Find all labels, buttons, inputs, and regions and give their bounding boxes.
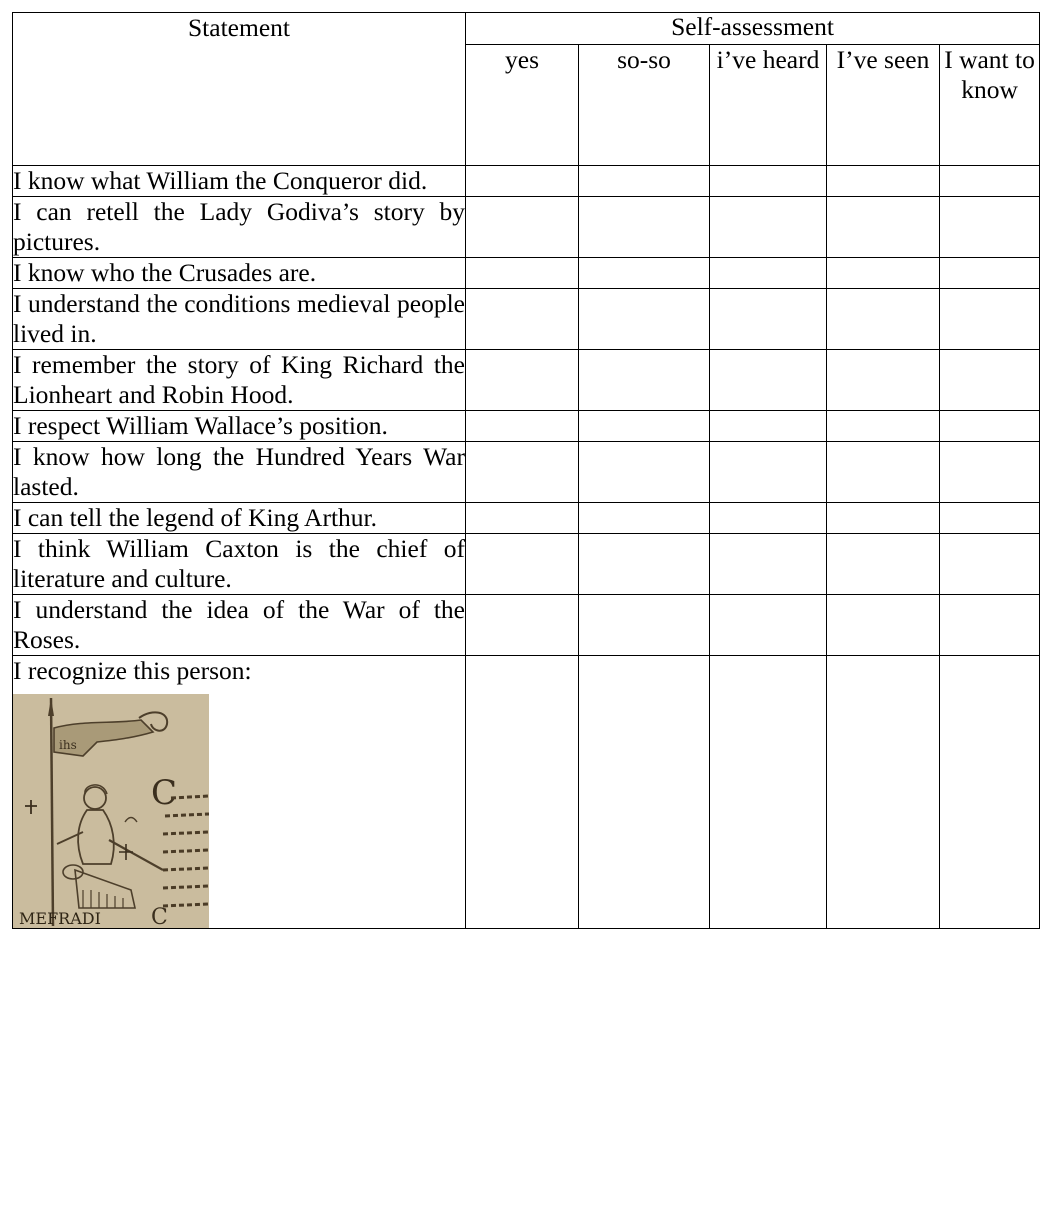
portrait-caption: MEFRADI [19, 909, 101, 928]
answer-cell[interactable] [827, 411, 940, 442]
answer-cell[interactable] [579, 503, 710, 534]
answer-cell[interactable] [940, 503, 1040, 534]
caption-initial-c: C [151, 905, 168, 928]
answer-cell[interactable] [579, 656, 710, 929]
statement-row [13, 595, 1040, 656]
answer-cell[interactable] [710, 258, 827, 289]
answer-cell[interactable] [710, 503, 827, 534]
statement-row [13, 289, 1040, 350]
answer-cell[interactable] [579, 197, 710, 258]
answer-cell[interactable] [710, 534, 827, 595]
answer-cell[interactable] [940, 289, 1040, 350]
answer-cell[interactable] [466, 258, 579, 289]
statement-row [13, 411, 1040, 442]
answer-cell[interactable] [579, 411, 710, 442]
answer-cell[interactable] [940, 442, 1040, 503]
column-header-so-so: so-so [579, 45, 710, 166]
statement-row-portrait [13, 656, 1040, 929]
answer-cell[interactable] [710, 197, 827, 258]
answer-cell[interactable] [827, 534, 940, 595]
statement-text: I can retell the Lady Godiva’s story by pictures. [13, 197, 465, 256]
statement-header: Statement [13, 13, 466, 166]
answer-cell[interactable] [710, 411, 827, 442]
answer-cell[interactable] [579, 534, 710, 595]
statement-text: I know who the Crusades are. [13, 258, 466, 289]
answer-cell[interactable] [710, 595, 827, 656]
answer-cell[interactable] [466, 503, 579, 534]
manuscript-portrait-image [13, 694, 209, 928]
column-header-want-to-know: I want to know [940, 45, 1040, 166]
answer-cell[interactable] [940, 411, 1040, 442]
answer-cell[interactable] [827, 350, 940, 411]
statement-text: I can tell the legend of King Arthur. [13, 503, 466, 534]
statement-text: I know how long the Hundred Years War lasted. [13, 442, 465, 501]
column-header-seen: I’ve seen [827, 45, 940, 166]
column-header-heard: i’ve heard [710, 45, 827, 166]
answer-cell[interactable] [940, 534, 1040, 595]
self-assessment-table [12, 12, 1040, 929]
answer-cell[interactable] [940, 595, 1040, 656]
statement-text: I respect William Wallace’s position. [13, 411, 466, 442]
answer-cell[interactable] [466, 166, 579, 197]
answer-cell[interactable] [466, 289, 579, 350]
answer-cell[interactable] [579, 442, 710, 503]
answer-cell[interactable] [466, 595, 579, 656]
statement-row [13, 503, 1040, 534]
answer-cell[interactable] [940, 350, 1040, 411]
answer-cell[interactable] [466, 197, 579, 258]
statement-cell [13, 656, 466, 929]
statement-row [13, 197, 1040, 258]
answer-cell[interactable] [827, 166, 940, 197]
answer-cell[interactable] [466, 442, 579, 503]
answer-cell[interactable] [827, 258, 940, 289]
answer-cell[interactable] [940, 258, 1040, 289]
answer-cell[interactable] [710, 166, 827, 197]
answer-cell[interactable] [827, 503, 940, 534]
answer-cell[interactable] [827, 289, 940, 350]
answer-cell[interactable] [579, 350, 710, 411]
statement-row [13, 258, 1040, 289]
answer-cell[interactable] [466, 534, 579, 595]
banner-text: ihs [59, 738, 77, 752]
statement-row [13, 534, 1040, 595]
answer-cell[interactable] [466, 350, 579, 411]
answer-cell[interactable] [579, 289, 710, 350]
answer-cell[interactable] [710, 442, 827, 503]
answer-cell[interactable] [579, 595, 710, 656]
statement-text: I think William Caxton is the chief of literature and culture. [13, 534, 465, 593]
statement-row [13, 350, 1040, 411]
statement-text: I understand the idea of the War of the Roses. [13, 595, 465, 654]
statement-text: I remember the story of King Richard the Lionheart and Robin Hood. [13, 350, 465, 409]
answer-cell[interactable] [710, 350, 827, 411]
answer-cell[interactable] [827, 442, 940, 503]
answer-cell[interactable] [710, 289, 827, 350]
answer-cell[interactable] [466, 656, 579, 929]
column-header-yes: yes [466, 45, 579, 166]
initial-c: C [151, 773, 178, 813]
answer-cell[interactable] [940, 166, 1040, 197]
answer-cell[interactable] [710, 656, 827, 929]
statement-text: I recognize this person: [13, 656, 252, 685]
statement-text: I understand the conditions medieval people lived in. [13, 289, 465, 348]
answer-cell[interactable] [940, 197, 1040, 258]
statement-text: I know what William the Conqueror did. [13, 166, 466, 197]
answer-cell[interactable] [466, 411, 579, 442]
answer-cell[interactable] [827, 197, 940, 258]
answer-cell[interactable] [579, 258, 710, 289]
statement-row [13, 442, 1040, 503]
statement-row [13, 166, 1040, 197]
answer-cell[interactable] [827, 595, 940, 656]
answer-cell[interactable] [827, 656, 940, 929]
answer-cell[interactable] [940, 656, 1040, 929]
answer-cell[interactable] [579, 166, 710, 197]
self-assessment-header: Self-assessment [466, 13, 1040, 45]
